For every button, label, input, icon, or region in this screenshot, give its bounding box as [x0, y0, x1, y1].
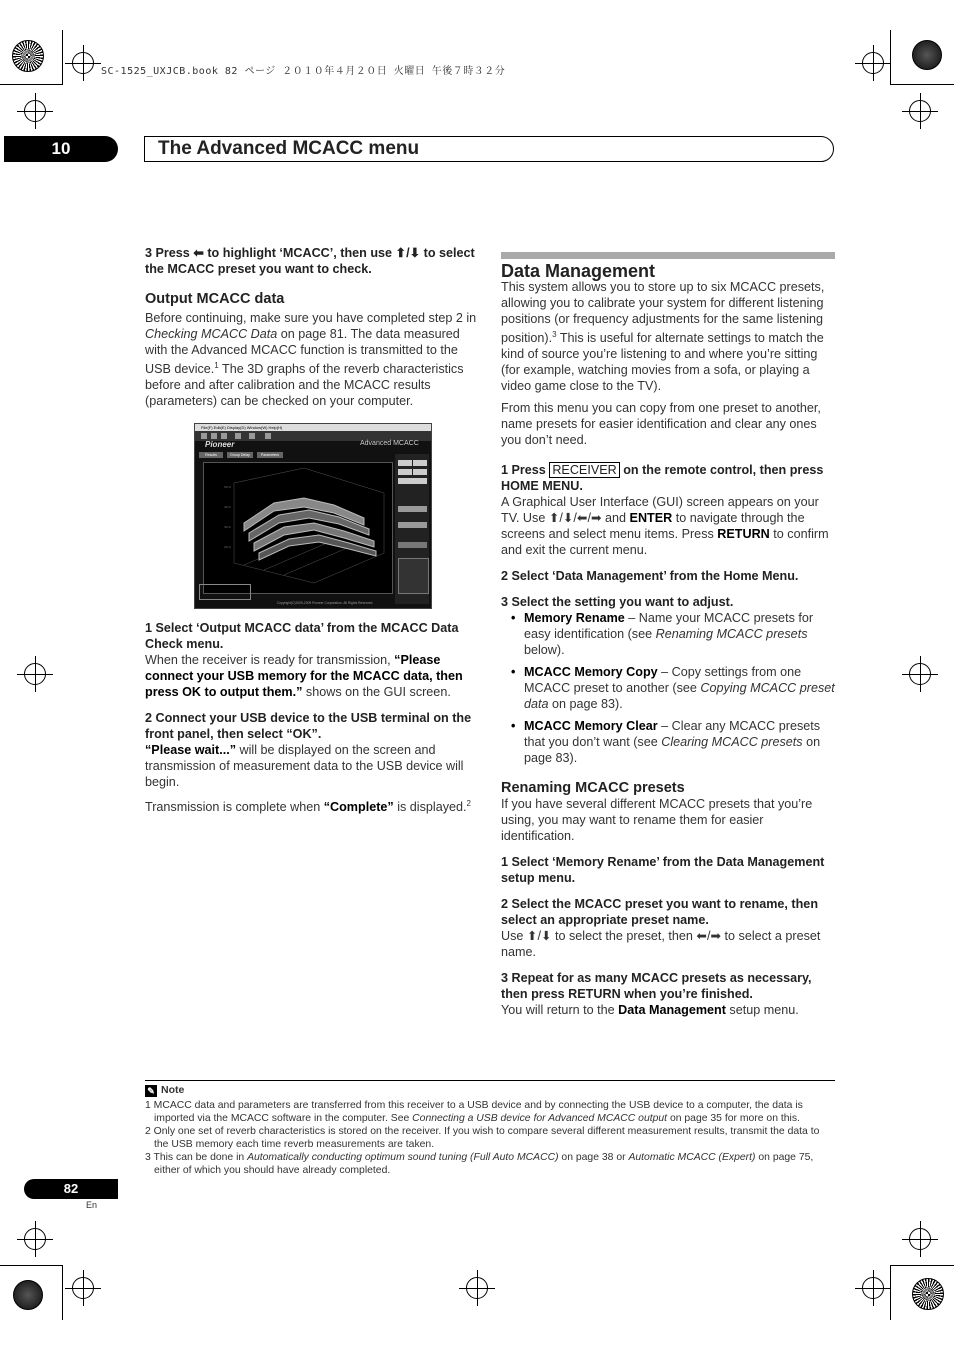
dm-step-1: 1 Press RECEIVER on the remote control, then press HOME MENU.: [501, 463, 824, 494]
section-divider-bar: [501, 252, 835, 259]
bullet-memory-clear: • MCACC Memory Clear – Clear any MCACC presets that you don’t want (see Clearing MCACC presets on page 83).: [501, 718, 836, 766]
right-column: [501, 263, 836, 1018]
dm-step-2: 2 Select ‘Data Management’ from the Home Menu.: [501, 569, 799, 584]
step-3-instruction: 3 Press ⬅ to highlight ‘MCACC’, then use ⬆/⬇ to select the MCACC preset you want to check.: [145, 246, 475, 276]
step-1-body: When the receiver is ready for transmission, “Please connect your USB memory for the MCACC data, then press OK to output them.” shows on the GUI screen.: [145, 653, 463, 699]
toolbar-icon: [265, 433, 271, 439]
toolbar-icon: [211, 433, 217, 439]
crop-line: [890, 1265, 954, 1266]
panel-button: [398, 506, 427, 512]
tab-group-delay: Group Delay: [227, 452, 253, 458]
footnotes: [145, 1080, 835, 1177]
dm-step-1-body: A Graphical User Interface (GUI) screen appears on your TV. Use ⬆/⬇/⬅/➡ and ENTER to navigate through the screens and select menu items. Press RETURN to confirm and exit the current menu.: [501, 495, 829, 558]
crop-line: [0, 1265, 62, 1266]
footnote-1: 1 MCACC data and parameters are transferred from this receiver to a USB device and by connecting the USB device to a computer, the data is imported via the MCACC software in the computer. See Connecting a USB device for Advanced MCACC output on page 35 for more on this.: [145, 1100, 803, 1124]
step-1-instruction: 1 Select ‘Output MCACC data’ from the MCACC Data Check menu.: [145, 621, 459, 651]
rename-step-3-body: You will return to the Data Management setup menu.: [501, 1003, 799, 1018]
crop-line: [890, 1265, 891, 1320]
print-header: SC-1525_UXJCB.book 82 ページ ２０１０年４月２０日 火曜日 午後７時３２分: [101, 66, 506, 77]
advanced-mcacc-title: Advanced MCACC: [360, 440, 419, 447]
renaming-heading: Renaming MCACC presets: [501, 780, 685, 797]
crop-line: [62, 1265, 63, 1320]
toolbar-icon: [249, 433, 255, 439]
crop-line: [62, 30, 63, 85]
panel-button: [413, 460, 427, 466]
svg-text:20.0: 20.0: [224, 545, 231, 549]
app-copyright: Copyright(C)2005-2009 Pioneer Corporation. All Rights Reserved.: [276, 601, 374, 605]
toolbar-icon: [235, 433, 241, 439]
note-pencil-icon: ✎: [145, 1085, 157, 1097]
status-box: [199, 584, 251, 600]
rename-step-3: 3 Repeat for as many MCACC presets as necessary, then press RETURN when you’re finished.: [501, 971, 812, 1002]
output-mcacc-heading: Output MCACC data: [145, 291, 285, 307]
3d-reverb-graph: [203, 462, 393, 594]
panel-button: [398, 469, 412, 475]
footnote-3: 3 This can be done in Automatically conducting optimum sound tuning (Full Auto MCACC) on page 38 or Automatic MCACC (Expert) on page 75, either of which you should have already completed.: [145, 1152, 814, 1176]
print-registration-starburst: [12, 40, 44, 72]
crosshair-mark: [72, 1277, 94, 1299]
step-2-complete: Transmission is complete when “Complete” is displayed.$^2$: [145, 799, 471, 815]
pioneer-logo: Pioneer: [205, 440, 235, 449]
crosshair-mark: [862, 52, 884, 74]
step-2-body: “Please wait...” will be displayed on the screen and transmission of measurement data to the USB device will begin.: [145, 743, 464, 789]
print-registration-starburst: [912, 1278, 944, 1310]
print-registration-ball: [13, 1280, 43, 1310]
data-management-heading: Data Management: [501, 261, 656, 281]
svg-text:40.0: 40.0: [224, 505, 231, 509]
page-number: 82: [24, 1179, 118, 1199]
crop-line: [890, 84, 954, 85]
chapter-title: The Advanced MCACC menu: [144, 136, 834, 162]
bullet-memory-copy: • MCACC Memory Copy – Copy settings from one MCACC preset to another (see Copying MCACC preset data on page 83).: [501, 664, 836, 712]
print-registration-ball: [912, 40, 942, 70]
3d-graph-drawing: [204, 463, 392, 593]
svg-text:50.0: 50.0: [224, 485, 231, 489]
toolbar-icon: [221, 433, 227, 439]
step-2-instruction: 2 Connect your USB device to the USB terminal on the front panel, then select “OK”.: [145, 711, 472, 741]
left-column-top: [145, 245, 478, 409]
mcacc-software-screenshot: [194, 423, 432, 609]
tab-parameters: Parameters: [257, 452, 283, 458]
footnote-2: 2 Only one set of reverb characteristics is stored on the receiver. If you wish to compare several different measurement results, transmit the data to the USB memory each time reverb measurements are taken.: [145, 1126, 820, 1150]
crosshair-mark: [909, 1228, 931, 1250]
note-heading: ✎ Note: [145, 1084, 835, 1097]
svg-text:30.0: 30.0: [224, 525, 231, 529]
rename-step-1: 1 Select ‘Memory Rename’ from the Data Management setup menu.: [501, 855, 825, 886]
crosshair-mark: [24, 100, 46, 122]
app-menubar: File(F) Edit(E) Display(D) Window(W) Help(H): [195, 424, 431, 431]
crosshair-mark: [72, 52, 94, 74]
bullet-memory-rename: • Memory Rename – Name your MCACC presets for easy identification (see Renaming MCACC presets below).: [501, 610, 836, 658]
crosshair-mark: [24, 1228, 46, 1250]
panel-button: [413, 469, 427, 475]
left-column-bottom: [145, 620, 478, 815]
crosshair-mark: [909, 663, 931, 685]
panel-button: [398, 522, 427, 528]
page-language: En: [86, 1200, 98, 1210]
renaming-intro: If you have several different MCACC presets that you’re using, you may want to rename them for easier identification.: [501, 797, 813, 844]
data-management-p2: From this menu you can copy from one preset to another, name presets for easier identification and clear any ones you don’t need.: [501, 401, 821, 448]
data-management-intro: This system allows you to store up to six MCACC presets, allowing you to calibrate your system for different listening positions (or frequency adjustments for the same listening position).$^3$ This is useful for alternate settings to match the kind of source you’re listening to and where you’re sitting (for example, watching movies from a sofa, or playing a video game close to the TV).: [501, 280, 825, 394]
receiver-button-label: RECEIVER: [549, 462, 619, 478]
crosshair-mark: [24, 663, 46, 685]
crosshair-mark: [909, 100, 931, 122]
chapter-number: 10: [4, 136, 118, 162]
crosshair-mark: [466, 1277, 488, 1299]
legend-box: [398, 558, 429, 594]
panel-dropdown: [398, 478, 427, 484]
dm-step-3: 3 Select the setting you want to adjust.: [501, 595, 734, 610]
toolbar-icon: [201, 433, 207, 439]
tab-results: Results: [199, 452, 223, 458]
rename-step-2-body: Use ⬆/⬇ to select the preset, then ⬅/➡ to select a preset name.: [501, 929, 821, 960]
rename-step-2: 2 Select the MCACC preset you want to rename, then select an appropriate preset name.: [501, 897, 819, 928]
crosshair-mark: [862, 1277, 884, 1299]
crop-line: [890, 30, 891, 85]
side-control-panel: [395, 454, 429, 604]
panel-button: [398, 460, 412, 466]
panel-button: [398, 542, 427, 548]
crop-line: [0, 84, 62, 85]
output-mcacc-paragraph: Before continuing, make sure you have completed step 2 in Checking MCACC Data on page 81. The data measured with the Advanced MCACC function is transmitted to the USB device.$^1$ The 3D graphs of the reverb characteristics before and after calibration and the MCACC results (parameters) can be checked on your computer.: [145, 311, 477, 409]
